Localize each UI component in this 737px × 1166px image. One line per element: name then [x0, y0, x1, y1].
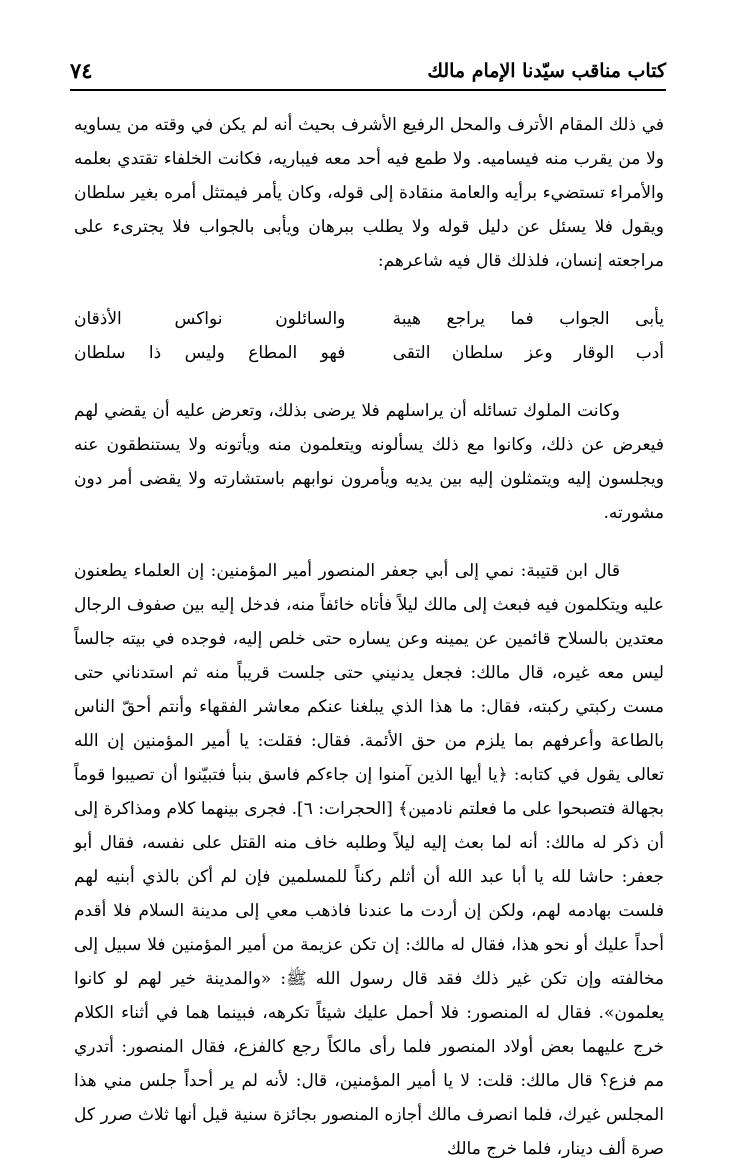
spacer [74, 278, 664, 302]
paragraph-2: وكانت الملوك تسائله أن يراسلهم فلا يرضى بذلك، وتعرض عليه أن يقضي لهم فيعرض عن ذلك، وكانوا مع ذلك يسألونه ويتعلمون منه ويأتونه ولا يستنطقون عنه ويجلسون إليه ويتمثلون إليه بين يديه ويأمرون نوابهم باستشارته ولا يقضى أمر دون مشورته. [74, 401, 664, 523]
poem-verse-2 [74, 336, 664, 370]
verse-1-second-hemistich: والسائلون نواكس الأذقان [74, 309, 346, 329]
page-body [74, 108, 664, 1166]
verse-1-first-hemistich: يأبى الجواب فما يراجع هيبة [392, 309, 664, 329]
spacer [74, 530, 664, 554]
header-rule [70, 89, 666, 91]
verse-2-first-hemistich: أدب الوقار وعز سلطان التقى [392, 343, 664, 363]
verse-2-second-hemistich: فهو المطاع وليس ذا سلطان [74, 343, 346, 363]
paragraph-3: قال ابن قتيبة: نمي إلى أبي جعفر المنصور أمير المؤمنين: إن العلماء يطعنون عليه ويتكلمون فيه فبعث إلى مالك ليلاً فأتاه خائفاً منه، فدخل إليه بين صفوف الرجال معتدين بالسلاح قائمين عن يمينه وعن يساره حتى خلص إليه، فوجده في بيته جالساً ليس معه غيره، قال مالك: فجعل يدنيني حتى جلست قريباً منه ثم استدناني حتى مست ركبتي ركبته، فقال: ما هذا الذي يبلغنا عنكم معاشر الفقهاء وأنتم أحقّ الناس بالطاعة وأعرفهم بما يلزم من حق الأئمة. فقال: فقلت: يا أمير المؤمنين إن الله تعالى يقول في كتابه: ﴿يا أيها الذين آمنوا إن جاءكم فاسق بنبأ فتبيّنوا أن تصيبوا قوماً بجهالة فتصبحوا على ما فعلتم نادمين﴾ [الحجرات: ٦]. فجرى بينهما كلام ومذاكرة إلى أن ذكر له مالك: أنه لما بعث إليه ليلاً وطلبه خاف منه القتل على نفسه، فقال أبو جعفر: حاشا لله يا أبا عبد الله أن أثلم ركناً للمسلمين فإن لم أكن بالذي أبنيه لهم فلست بهادمه لهم، ولكن إن أردت ما عندنا فاذهب معي إلى مدينة السلام فلا أقدم أحداً عليك أو نحو هذا، فقال له مالك: إن تكن عزيمة من أمير المؤمنين فلا سبيل إلى مخالفته وإن تكن غير ذلك فقد قال رسول الله ﷺ: «والمدينة خير لهم لو كانوا يعلمون». فقال له المنصور: فلا أحمل عليك شيئاً تكرهه، فبينما هما في أثناء الكلام خرج عليهما بعض أولاد المنصور فلما رأى مالكاً رجع كالفزع، فقال المنصور: أتدري مم فزع؟ قال مالك: قلت: لا يا أمير المؤمنين، قال: لأنه لم ير أحداً جلس مني هذا المجلس غيرك، فلما انصرف مالك أجازه المنصور بجائزة سنية قيل أنها ثلاث صرر كل صرة ألف دينار، فلما خرج مالك [74, 561, 664, 1159]
poem [74, 302, 664, 370]
page-number: ٧٤ [70, 58, 93, 83]
page-header [70, 58, 666, 88]
running-title: كتاب مناقب سيّدنا الإمام مالك [427, 60, 666, 82]
poem-verse-1 [74, 302, 664, 336]
paragraph-1: في ذلك المقام الأترف والمحل الرفيع الأشرف بحيث أنه لم يكن في وقته من يساويه ولا من يقرب منه فيساميه. ولا طمع فيه أحد معه فيباريه، فكانت الخلفاء تقتدي بعلمه والأمراء تستضيء برأيه والعامة منقادة إلى قوله، وكان يأمر فيمتثل أمره بغير سلطان ويقول فلا يسئل عن دليل قوله ولا يطلب ببرهان ويأبى بالجواب فلا يجترىء على مراجعته إنسان، فلذلك قال فيه شاعرهم: [74, 115, 664, 271]
spacer [74, 370, 664, 394]
